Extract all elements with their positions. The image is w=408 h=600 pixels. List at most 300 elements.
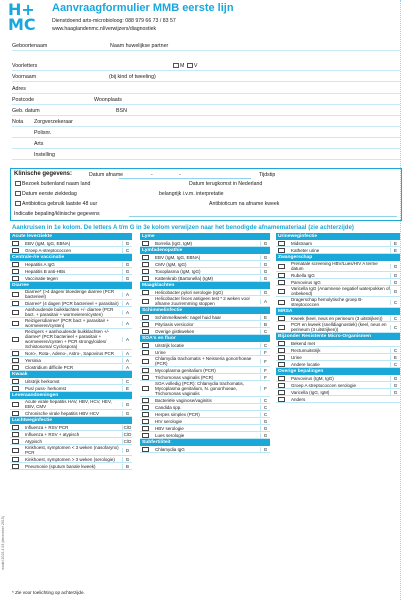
test-item [10,463,132,470]
test-checkbox[interactable] [278,355,285,360]
test-checkbox[interactable] [278,248,285,253]
test-item [140,374,270,381]
material-code: G [260,419,270,424]
test-item [276,361,400,368]
test-item [276,347,400,354]
section-header: Overige bepalingen [276,368,400,375]
test-item [140,296,270,307]
label-nota: Nota [12,119,24,125]
test-checkbox[interactable] [12,448,19,453]
test-item [10,410,132,417]
material-code: C/D [123,424,132,430]
test-checkbox[interactable] [12,321,19,326]
test-label: Trichomonas vaginalis (PCR) [155,374,214,380]
test-item [10,424,132,431]
test-label: Kinkhoest, symptomen > 3 weken (serologie) [25,456,115,462]
label-v: V [193,63,198,69]
test-checkbox[interactable] [142,419,149,424]
test-checkbox[interactable] [142,412,149,417]
label-tijdstip: Tijdstip [259,172,276,178]
test-label: Pityriasis versicolor [155,321,194,327]
test-checkbox[interactable] [278,376,285,381]
label-polisnr: Polisnr. [34,130,52,136]
test-item [10,357,132,364]
instruction-text: Aankruisen in 1e kolom. De letters A t/m G in 3e kolom verwijzen naar het benodigde afnamemateriaal (zie achterzijde) [12,224,354,231]
test-label: Candida spp. [155,404,182,410]
test-label: Urine [291,354,302,360]
material-code: A [122,337,132,342]
test-item [276,340,400,347]
label-arts: Arts [34,141,44,147]
test-label: Hepatitis B anti-HBs [25,268,66,274]
section-header: Centrale-/re vaccinatie [10,254,132,261]
test-item [140,275,270,282]
test-label: Groep A-streptococcen [25,247,72,253]
test-item [276,247,400,254]
material-code: B [122,464,132,469]
test-item [10,268,132,275]
test-checkbox[interactable] [12,402,19,407]
test-checkbox[interactable] [142,322,149,327]
test-label: HIV serologie [155,418,183,424]
test-label: EBV (IgM, IgG, EBNA) [25,240,71,246]
label-gebdatum: Geb. datum [12,108,40,114]
test-label: Schimmelkweek: nagel huid haar [155,314,222,320]
test-item [10,431,132,438]
test-label: Uitstrijk locatie [155,342,185,348]
section-header: Maagklachten [140,282,270,289]
test-checkbox[interactable] [278,280,285,285]
material-code: E [260,315,270,320]
test-item [10,318,132,329]
test-label: Pus/ puss- herkomst [25,385,67,391]
test-item [276,261,400,272]
test-label: PCR en kweek (snelldiagnostiek) (keel, neus en perineum (3 uitstrijken)) [291,322,387,332]
test-checkbox[interactable] [12,292,19,297]
label-huwelijk: Naam huwelijkse partner [110,43,169,49]
section-header: SOA's en fluor [140,335,270,342]
test-checkbox[interactable] [142,241,149,246]
label-datum-afname: Datum afname [89,172,124,178]
material-code: G [122,402,132,407]
material-code: A [122,351,132,356]
test-item [140,342,270,349]
test-label: Parvovirus IgG [291,279,321,285]
test-checkbox[interactable] [12,411,19,416]
test-label: Katheter urine [291,247,320,253]
test-item [276,375,400,382]
section-header: Urineweginfectie [276,233,400,240]
test-checkbox[interactable] [142,405,149,410]
test-label: Aanhoudende buikklachten +/- diarree (PCR bact. + parasitair + wormeieren/cysten) [25,307,114,317]
test-checkbox[interactable] [12,301,19,306]
test-item [10,275,132,282]
test-label: Varicella (IgG, IgM) [291,389,330,395]
test-label: Prenatale screening HBV/Lues/HIV A terme datum [291,261,378,271]
label-ziektedag: Datum eerste ziektedag [22,191,77,197]
test-label: Kinkhoest, symptomen < 3 weken (nasofarynx) PCR [25,445,119,455]
material-code: E [122,386,132,391]
material-code: E [390,241,400,246]
clinical-section [10,168,402,221]
test-item [140,314,270,321]
section-header: Leveraandoeningen [10,392,132,399]
material-code: E [390,248,400,253]
test-label: Kweek (keel, neus en perineum (3 uitstrijken)) [291,315,383,321]
test-item [276,382,400,389]
test-label: Reizigersdiarree* (PCR bact + parasitair + wormeieren/cysten) [25,318,110,328]
material-code: G [260,241,270,246]
test-checkbox[interactable] [12,432,19,437]
test-item [276,297,400,308]
material-code: G [260,255,270,260]
test-checkbox[interactable] [142,447,149,452]
test-checkbox[interactable] [12,276,19,281]
material-code: G [390,280,400,285]
test-checkbox[interactable] [278,325,285,330]
material-code: A [122,321,132,326]
material-code: G [122,411,132,416]
test-item [10,307,132,318]
dash-2: - [179,172,181,178]
section-header: Zwangerschap [276,254,400,261]
test-item [140,356,270,367]
material-code: G [390,390,400,395]
clinical-title: Klinische gegevens: [14,171,73,177]
test-label: Vaccinatie tegen [25,275,58,281]
test-label: Yersinia [25,357,41,363]
test-item [276,396,400,403]
test-checkbox[interactable] [278,241,285,246]
material-code: A [122,310,132,315]
material-code: A [122,301,132,306]
label-geboortenaam: Geboortenaam [12,43,48,49]
material-code: A [260,299,270,304]
material-code: C [390,362,400,367]
test-item [10,247,132,254]
test-label: Borrelia (IgG, IgM) [155,240,193,246]
material-code: G [260,269,270,274]
test-checkbox[interactable] [142,359,149,364]
test-checkbox[interactable] [12,262,19,267]
test-label: Dragerschap hemolytische groep B-streptococcen [291,297,363,307]
test-item [276,272,400,279]
column-3 [276,233,400,403]
test-label: HBV serologie [155,425,184,431]
label-bsn: BSN [116,108,127,114]
test-item [140,432,270,439]
test-label: Influenza + RSV PCR [25,424,69,430]
column-1 [10,233,132,470]
material-code: C [122,379,132,384]
label-terugkomst: Datum terugkomst in Nederland [189,181,263,187]
test-checkbox[interactable] [142,329,149,334]
test-checkbox[interactable] [278,341,285,346]
test-label: Diarree* (>4 dagen/ bloederige diarree (PCR bacterieel) [25,289,115,299]
test-checkbox[interactable] [12,464,19,469]
material-code: G [122,276,132,281]
material-code: G [122,269,132,274]
test-checkbox[interactable] [142,343,149,348]
test-item [140,240,270,247]
test-item [10,399,132,410]
test-item [10,240,132,247]
material-code: A [122,365,132,370]
test-checkbox[interactable] [142,433,149,438]
test-item [10,385,132,392]
test-label: Kattenkrab (Bartonella) (IgM) [155,275,214,281]
material-code: G [390,383,400,388]
test-label: CMV (IgM, IgG) [155,261,187,267]
test-checkbox[interactable] [278,383,285,388]
test-item [140,397,270,404]
test-item [140,446,270,453]
test-item [276,315,400,322]
test-checkbox[interactable] [142,426,149,431]
material-code: C [260,405,270,410]
test-checkbox[interactable] [142,368,149,373]
test-item [10,456,132,463]
material-code: B [260,322,270,327]
test-item [276,354,400,361]
material-code: G [260,276,270,281]
material-code: C [260,343,270,348]
material-code: C [260,398,270,403]
test-label: Acute virale hepatitis HAV, HBV, HCV, HEV, EBV, CMV [25,399,112,409]
test-label: Atypisch [25,438,43,444]
material-code: G [260,433,270,438]
test-checkbox[interactable] [12,379,19,384]
material-code: C [390,325,400,330]
test-checkbox[interactable] [278,273,285,278]
test-label: Uitstrijk herkomst [25,378,60,384]
test-item [10,378,132,385]
test-label: Bekend met [291,340,316,346]
section-header: Subfertiliteit [140,439,270,446]
section-header: Schimmelinfectie [140,307,270,314]
test-label: Clostridium difficile PCR [25,364,74,370]
test-item [10,445,132,456]
material-code: G [260,447,270,452]
label-instelling: Instelling [34,152,55,158]
test-checkbox[interactable] [278,289,285,294]
test-item [140,367,270,374]
material-code: C/D [123,431,132,437]
hmc-logo: H+ MC [8,0,36,34]
material-code: C [260,412,270,417]
test-label: Helicobacter feces antigeen test * 2 weken voor afname zuurremming stoppen [155,296,251,306]
test-label: Noro-, Rota-, Adeno-, Astro-, Sapovirus PCR [25,350,115,356]
test-label: Bacteriële vaginose/vaginitis [155,397,212,403]
label-woonplaats: Woonplaats [94,97,122,103]
test-label: Overige gistkweken [155,328,195,334]
test-item [10,364,132,371]
test-checkbox[interactable] [12,425,19,430]
test-checkbox[interactable] [12,439,19,444]
test-checkbox[interactable] [278,348,285,353]
test-label: EBV (IgM, IgG, EBNA) [155,254,201,260]
test-label: Chlamydia IgG [155,446,185,452]
test-item [10,289,132,300]
section-header: MRSA [276,308,400,315]
test-item [140,261,270,268]
test-checkbox[interactable] [12,310,19,315]
test-checkbox[interactable] [278,316,285,321]
test-item [276,389,400,396]
test-item [140,425,270,432]
label-antibiotica-na: Antibioticum na afname kweek [209,201,280,207]
material-code: F [260,368,270,373]
test-checkbox[interactable] [142,276,149,281]
test-checkbox[interactable] [12,337,19,342]
material-code: G [122,262,132,267]
test-item [140,349,270,356]
test-label: Anders [291,396,306,402]
test-label: Influenza + RSV + atypisch [25,431,80,437]
material-code: G [122,241,132,246]
test-item [10,438,132,445]
test-label: Chronische virale hepatitis HBV HCV [25,410,100,416]
version-note: model 2015-4 03 (december 2015) [1,516,5,570]
material-code: F [260,359,270,364]
material-code: C [390,300,400,305]
material-code: F [260,386,270,391]
test-checkbox[interactable] [278,300,285,305]
ziektedag-checkbox[interactable] [15,191,21,196]
material-code: C [390,316,400,321]
test-label: Lues serologie [155,432,185,438]
section-header: Bijzonder Resistente Micro-Organismen [276,333,400,340]
label-adres: Adres [12,86,26,92]
label-voorletters: Voorletters [12,63,38,69]
material-code: D [122,448,132,453]
material-code: F [260,375,270,380]
test-checkbox[interactable] [142,269,149,274]
test-label: Midstraam [291,240,313,246]
test-item [140,328,270,335]
test-checkbox[interactable] [278,362,285,367]
test-checkbox[interactable] [142,255,149,260]
test-item [140,381,270,397]
test-checkbox[interactable] [12,386,19,391]
label-m: M [180,63,185,69]
test-checkbox[interactable] [142,290,149,295]
test-checkbox[interactable] [12,351,19,356]
test-item [140,418,270,425]
section-header: Luchtweginfectie [10,417,132,424]
test-item [276,240,400,247]
material-code: C [122,248,132,253]
test-label: Chlamydia trachomatis + Neisseria gonorrhoeae (PCR) [155,356,252,366]
test-checkbox[interactable] [12,241,19,246]
test-checkbox[interactable] [142,262,149,267]
test-checkbox[interactable] [12,365,19,370]
test-label: Herpes simplex (PCR) [155,411,200,417]
material-code: G [390,289,400,294]
test-checkbox[interactable] [142,375,149,380]
material-code: E [390,355,400,360]
buitenland-checkbox[interactable] [15,181,21,186]
test-item [140,268,270,275]
test-label: Reizigers + aanhoudende buikklachten +/- diarree* (PCR bacterieel + parasitair + wormeieren/cysten + PCR strongyloides/ Schistosoma/ Cyclospora) [25,329,110,349]
test-item [276,286,400,297]
test-checkbox[interactable] [278,390,285,395]
section-header: Acute leverziekte [10,233,132,240]
test-checkbox[interactable] [142,350,149,355]
test-item [140,411,270,418]
material-code: G [260,426,270,431]
material-code: G [122,457,132,462]
test-item [140,321,270,328]
section-header: Lymfadenopathie [140,247,270,254]
material-code: A [122,358,132,363]
test-checkbox[interactable] [278,264,285,269]
section-header: Lyme [140,233,270,240]
test-label: Toxoplasma (IgM, IgG) [155,268,201,274]
test-checkbox[interactable] [12,358,19,363]
form-title: Aanvraagformulier MMB eerste lijn [52,2,234,14]
test-checkbox[interactable] [142,398,149,403]
test-checkbox[interactable] [12,457,19,462]
section-header: Diarree [10,282,132,289]
material-code: G [260,262,270,267]
material-code: C [260,329,270,334]
label-postcode: Postcode [12,97,35,103]
test-label: Helicobacter pylori serologie (IgG) [155,289,224,295]
test-label: Mycoplasma genitalium (PCR) [155,367,216,373]
test-label: Groep A streptococcen serologie [291,382,357,388]
label-belangrijk: belangrijk i.v.m. interpretatie [159,191,224,197]
test-label: Pneumonie (sputum banale kweek) [25,463,96,469]
column-2 [140,233,270,453]
label-zorgverzekeraar: Zorgverzekeraar [34,119,73,125]
label-buitenland: Bezoek buitenland naam land [22,181,91,187]
material-code: G [390,264,400,269]
test-checkbox[interactable] [278,397,285,402]
test-label: Andere locatie [291,361,320,367]
material-code: A [122,292,132,297]
test-label: Varicella IgG (Anamnese negatief waterpokken of onbekend) [291,286,390,296]
test-label: Parvovirus (IgM, IgG) [291,375,334,381]
test-item [140,404,270,411]
material-code: F [260,350,270,355]
test-item [276,279,400,286]
material-code: G [390,376,400,381]
test-checkbox[interactable] [12,269,19,274]
test-item [140,254,270,261]
test-item [140,289,270,296]
test-checkbox[interactable] [142,299,149,304]
perforation-line [400,0,401,600]
test-checkbox[interactable] [142,386,149,391]
material-code: C/D [123,438,132,444]
header-phone: Dienstdoend arts-microbioloog: 088 979 66 73 / 83 57 [52,18,176,24]
m-checkbox[interactable] [173,63,179,68]
test-item [10,329,132,350]
test-checkbox[interactable] [142,315,149,320]
test-item [276,322,400,333]
label-tweeling: (bij kind of tweeling) [109,74,156,80]
test-label: Rectumuitstrijk [291,347,321,353]
test-label: Rubella IgG [291,272,315,278]
material-code: C [390,348,400,353]
antibiotica-checkbox[interactable] [15,201,21,206]
section-header: Kwaak [10,371,132,378]
header-website: www.haaglandenmc.nl/verwijzers/diagnostiek [52,26,157,32]
label-voornaam: Voornaam [12,74,37,80]
v-checkbox[interactable] [187,63,193,68]
test-checkbox[interactable] [12,248,19,253]
